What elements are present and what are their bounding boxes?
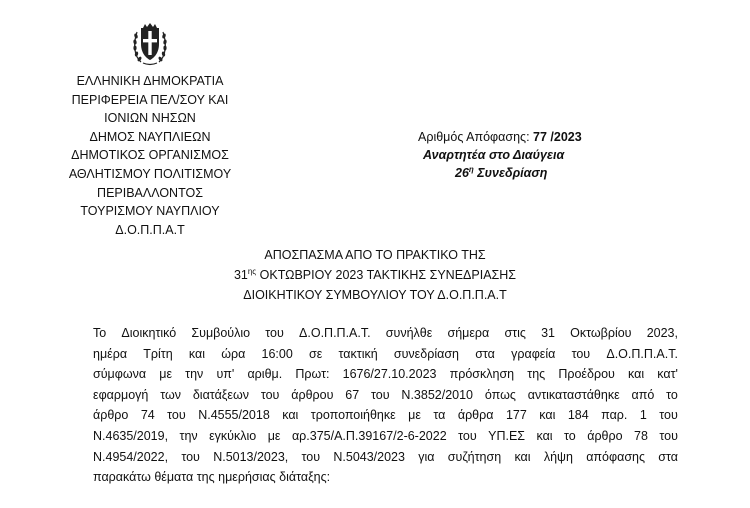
- body-word: του: [458, 428, 477, 443]
- issuer-line: ΑΘΛΗΤΙΣΜΟΥ ΠΟΛΙΤΙΣΜΟΥ: [68, 166, 232, 181]
- coat-of-arms-emblem: [131, 22, 169, 66]
- heading-line: [0, 265, 750, 285]
- body-word: Ν.4555/2018: [198, 408, 270, 423]
- heading-ordinal-suffix: ης: [247, 267, 257, 276]
- body-word: 74: [140, 408, 155, 423]
- body-word: 16:00: [261, 346, 293, 361]
- issuer-line: ΤΟΥΡΙΣΜΟΥ ΝΑΥΠΛΙΟΥ: [80, 204, 220, 219]
- body-word: άρθρο: [587, 428, 623, 443]
- body-word: και: [514, 449, 531, 464]
- body-word: Ν.3852/2010: [401, 387, 474, 402]
- body-line: [93, 467, 678, 488]
- body-word: απόφασης: [586, 449, 646, 464]
- body-word: συνεδρίαση: [393, 346, 459, 361]
- issuer-line: Δ.Ο.Π.Π.Α.Τ: [115, 222, 185, 237]
- body-word: άρθρα: [457, 408, 494, 423]
- body-word: όπως: [484, 387, 516, 402]
- body-word: Διοικητικό: [121, 326, 177, 340]
- body-word: το: [666, 387, 678, 402]
- body-word: της: [527, 367, 546, 382]
- session-number-value: 26: [455, 166, 469, 180]
- body-word: και: [282, 408, 299, 423]
- body-word: του: [659, 428, 678, 443]
- body-word: 31: [541, 326, 555, 340]
- document-heading: [0, 245, 750, 305]
- body-word: του: [260, 387, 280, 402]
- body-word: λήψη: [543, 449, 573, 464]
- body-word: 1676/27.10.2023: [342, 367, 437, 382]
- body-word: των: [160, 387, 181, 402]
- body-paragraph: [93, 323, 678, 488]
- body-word: από: [631, 387, 655, 402]
- body-word: Ν.4954/2022,: [93, 449, 169, 464]
- session-ordinal-suffix: η: [468, 165, 474, 174]
- body-line-text: παρακάτω θέματα της ημερήσιας διάταξης:: [93, 470, 331, 485]
- body-word: του: [301, 449, 321, 464]
- body-word: συνήλθε: [385, 326, 433, 340]
- body-word: με: [159, 367, 173, 382]
- issuer-line: ΔΗΜΟΣ ΝΑΥΠΛΙΕΩΝ: [89, 129, 211, 144]
- body-word: του: [659, 408, 678, 423]
- body-word: στα: [658, 449, 678, 464]
- body-word: ώρα: [221, 346, 246, 361]
- body-word: για: [418, 449, 435, 464]
- body-word: Δ.Ο.Π.Π.Α.Τ.: [606, 346, 678, 361]
- body-word: 2023,: [646, 326, 678, 340]
- session-number: [455, 164, 547, 182]
- session-label: Συνεδρίαση: [473, 166, 548, 180]
- body-word: κατ': [657, 367, 678, 382]
- body-word: ΥΠ.ΕΣ: [488, 428, 526, 443]
- body-word: άρθρου: [291, 387, 334, 402]
- body-word: πρόσκληση: [449, 367, 515, 382]
- body-word: του: [571, 346, 591, 361]
- body-word: εγκύκλιο: [209, 428, 257, 443]
- body-word: και: [539, 408, 556, 423]
- body-word: και: [628, 367, 645, 382]
- issuer-line: ΙΟΝΙΩΝ ΝΗΣΩΝ: [104, 111, 196, 126]
- issuer-line: ΔΗΜΟΤΙΚΟΣ ΟΡΓΑΝΙΣΜΟΣ: [71, 148, 229, 163]
- body-line: [93, 323, 678, 344]
- body-word: παρ.: [601, 408, 628, 423]
- decision-number: [418, 128, 582, 146]
- body-line: [93, 364, 678, 385]
- body-word: τα: [433, 408, 446, 423]
- body-word: 1: [639, 408, 647, 423]
- body-word: στις: [504, 326, 526, 340]
- heading-date-text: ΟΚΤΩΒΡΙΟΥ 2023 ΤΑΚΤΙΚΗΣ ΣΥΝΕΔΡΙΑΣΗΣ: [256, 268, 517, 282]
- body-word: διατάξεων: [192, 387, 249, 402]
- body-word: συζήτηση: [447, 449, 502, 464]
- body-word: Προέδρου: [558, 367, 615, 382]
- diavgeia-posting-note: Αναρτητέα στο Διαύγεια: [423, 148, 565, 162]
- body-word: του: [167, 408, 186, 423]
- body-line: [93, 447, 678, 468]
- body-word: αντικαταστάθηκε: [527, 387, 620, 402]
- body-word: 67: [345, 387, 360, 402]
- body-word: Ν.5013/2023,: [213, 449, 289, 464]
- decision-number-value: 77 /2023: [533, 130, 582, 144]
- body-word: του: [181, 449, 200, 464]
- body-word: 177: [505, 408, 527, 423]
- heading-line: ΔΙΟΙΚΗΤΙΚΟΥ ΣΥΜΒΟΥΛΙΟΥ ΤΟΥ Δ.Ο.Π.Π.Α.Τ: [243, 288, 507, 302]
- body-word: Πρωτ:: [295, 367, 330, 382]
- body-word: Ν.4635/2019,: [93, 428, 169, 443]
- body-word: 184: [567, 408, 589, 423]
- body-word: Το: [93, 326, 107, 340]
- body-word: το: [564, 428, 576, 443]
- body-word: Οκτωβρίου: [570, 326, 632, 340]
- body-word: Συμβούλιο: [191, 326, 251, 340]
- issuer-line: ΠΕΡΙΦΕΡΕΙΑ ΠΕΛ/ΣΟΥ ΚΑΙ: [71, 92, 229, 107]
- body-word: του: [371, 387, 390, 402]
- body-word: με: [267, 428, 281, 443]
- decision-number-label: Αριθμός Απόφασης:: [418, 130, 534, 144]
- issuer-block: [50, 72, 250, 239]
- body-word: αρ.375/Α.Π.39167/2-6-2022: [291, 428, 447, 443]
- heading-line: ΑΠΟΣΠΑΣΜΑ ΑΠΟ ΤΟ ΠΡΑΚΤΙΚΟ ΤΗΣ: [264, 248, 486, 262]
- body-line: [93, 385, 678, 406]
- body-word: την: [185, 367, 204, 382]
- body-word: τακτική: [338, 346, 378, 361]
- body-word: και: [188, 346, 206, 361]
- issuer-line: ΕΛΛΗΝΙΚΗ ΔΗΜΟΚΡΑΤΙΑ: [76, 74, 224, 88]
- body-word: σήμερα: [447, 326, 490, 340]
- body-word: του: [265, 326, 284, 340]
- body-word: Ν.5043/2023: [333, 449, 405, 464]
- body-word: σύμφωνα: [93, 367, 147, 382]
- body-word: με: [408, 408, 421, 423]
- body-word: τροποποιήθηκε: [310, 408, 396, 423]
- body-word: γραφεία: [511, 346, 556, 361]
- body-word: 78: [634, 428, 648, 443]
- body-word: σε: [309, 346, 323, 361]
- body-word: Δ.Ο.Π.Π.Α.Τ.: [299, 326, 371, 340]
- body-word: στα: [475, 346, 495, 361]
- body-word: υπ': [216, 367, 235, 382]
- body-line: [93, 426, 678, 447]
- body-word: άρθρο: [93, 408, 129, 423]
- issuer-line: ΠΕΡΙΒΑΛΛΟΝΤΟΣ: [97, 185, 203, 200]
- body-word: ημέρα: [93, 346, 128, 361]
- body-word: την: [179, 428, 198, 443]
- heading-day: 31: [233, 268, 248, 282]
- body-line: [93, 405, 678, 426]
- body-word: εφαρμογή: [93, 387, 149, 402]
- body-line: [93, 344, 678, 365]
- body-word: Τρίτη: [143, 346, 173, 361]
- body-word: αριθμ.: [247, 367, 283, 382]
- body-word: και: [536, 428, 553, 443]
